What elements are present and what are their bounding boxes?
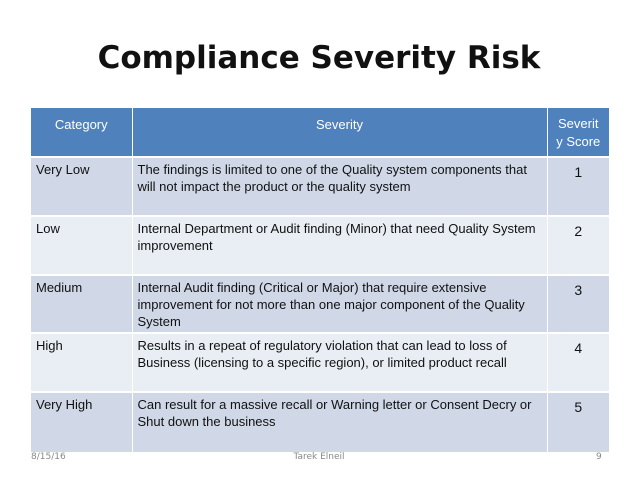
header-severity: Severity: [132, 108, 547, 157]
table-row: [31, 275, 609, 333]
cell-severity: Internal Audit finding (Critical or Major) that require extensive improvement for not more than one major component of the Quality System: [132, 275, 547, 333]
cell-severity: Can result for a massive recall or Warning letter or Consent Decry or Shut down the business: [132, 392, 547, 452]
cell-score: 1: [547, 157, 609, 216]
cell-score: 4: [547, 333, 609, 392]
cell-category: Low: [31, 216, 132, 275]
cell-category: High: [31, 333, 132, 392]
cell-severity: Results in a repeat of regulatory violation that can lead to loss of Business (licensing to a specific region), or limited product recall: [132, 333, 547, 392]
table-row: [31, 333, 609, 392]
header-severity-score: [547, 108, 609, 157]
footer-author: Tarek Elneil: [293, 452, 345, 462]
table-row: [31, 392, 609, 452]
table-row: [31, 157, 609, 216]
footer-page-number: 9: [596, 452, 602, 462]
header-score-line1: Severit: [558, 116, 599, 131]
cell-score: 5: [547, 392, 609, 452]
slide-title: Compliance Severity Risk: [97, 40, 541, 76]
cell-severity: Internal Department or Audit finding (Minor) that need Quality System improvement: [132, 216, 547, 275]
cell-category: Medium: [31, 275, 132, 333]
cell-score: 2: [547, 216, 609, 275]
cell-score: 3: [547, 275, 609, 333]
cell-category: Very Low: [31, 157, 132, 216]
cell-category: Very High: [31, 392, 132, 452]
severity-table: [31, 108, 609, 452]
cell-severity: The findings is limited to one of the Quality system components that will not impact the product or the quality system: [132, 157, 547, 216]
table-header-row: [31, 108, 609, 157]
footer-date: 8/15/16: [31, 452, 66, 462]
header-score-line2: y Score: [556, 134, 601, 149]
header-category: Category: [31, 108, 132, 157]
table-row: [31, 216, 609, 275]
